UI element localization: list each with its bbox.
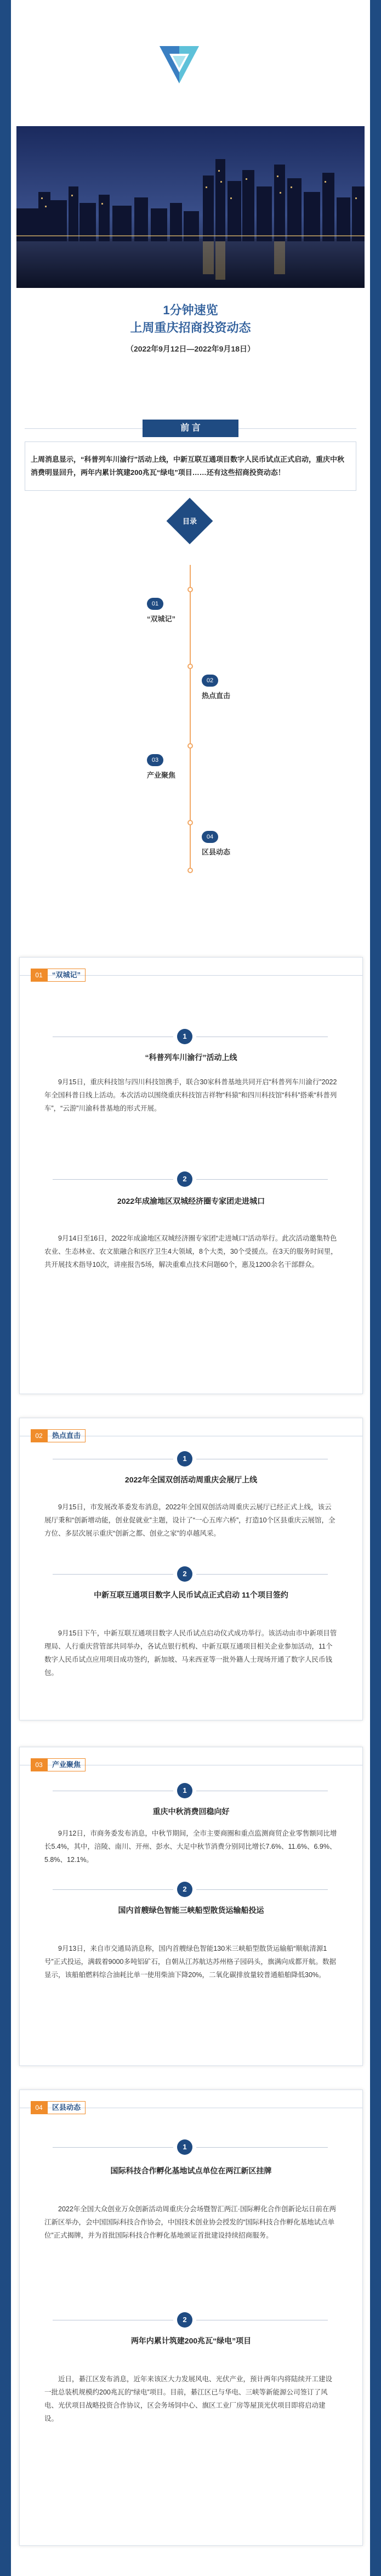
toc-label: 目录: [182, 517, 197, 525]
item-body: 9月13日，来自市交通局消息称，国内首艘绿色智能130米三峡船型散货运输船“顺航清源1号”正式投运，满载着9000多吨铝矿石，自朝从江苏航达苏州格子园码头，旗满向成都开航。数据显示，该船舶燃料综合油耗比单一使用柴油下降20%，二氧化碳排放量较普通船舶降低30%。: [44, 1945, 336, 1979]
section-card: [19, 1418, 363, 1720]
section-tag-label: “双城记”: [47, 969, 86, 982]
item-title: 2022年成渝地区双城经济圈专家团走进城口: [117, 1197, 265, 1205]
item-divider: [53, 1889, 173, 1890]
item-divider: [196, 1574, 328, 1575]
item-body: 9月12日，市商务委发布消息，中秋节期间，全市主要商圈和重点监测商贸企业零售额同比增长5.4%，其中，涪陵、南川、开州、彭水、大足中秋节消费分别同比增长7.6%、11.6%、6.9%、5.8%、12.1%。: [44, 1830, 337, 1864]
item-body: 2022年全国大众创业万众创新活动周重庆分会场暨智汇两江·国际孵化合作创新论坛日前在两江新区举办，会中国国际科技合作协会，中国技术创业协会授发的“国际科技合作孵化基地试点单位”正式揭牌，并为首批国际科技合作孵化基地颁证首批建设持续招商服务。: [44, 2205, 336, 2239]
city-skyline-illustration: [16, 126, 365, 288]
section-card: [19, 1747, 363, 2066]
item-title: “科普列车川渝行”活动上线: [145, 1053, 237, 1062]
item-body: 近日，綦江区发布消息，近年来该区大力发展风电、光伏产业，预计两年内将陆续开工建设一批总装机规模约200兆瓦的“绿电”项目。目前，綦江区已与华电、三峡等新能源公司签订了风电、光伏项目战略投资合作协议，区会务场饲中心、旗区工业厂房等屋顶光伏项目即将启动建设。: [44, 2375, 333, 2422]
section-card: [19, 957, 363, 1394]
item-body: 9月15日下午，中新互联互通项目数字人民币试点启动仪式成功举行。该活动由市中新项目管理局、人行重庆营管部共同举办，各试点银行机构、中新互联互通项目相关企业参加活动，11个数字人民币试点应用项目成功签约，新加坡、马来西亚等一批外籍人士现场开通了数字人民币钱包。: [44, 1629, 337, 1677]
item-number: 2: [177, 1171, 192, 1187]
item-body: 9月15日，重庆科技馆与四川科技馆携手，联合30家科普基地共同开启“科普列车川渝行”2022年全国科普日线上活动。本次活动以围绕重庆科技馆吉祥物“科猿”和四川科技馆“科科”搭乘“科普列车”，“云游”川渝科普基地的形式开展。: [44, 1078, 337, 1112]
toc-item-label[interactable]: 产业聚焦: [147, 771, 176, 779]
item-divider: [196, 1889, 328, 1890]
section-tag: [31, 2101, 86, 2114]
toc-item-label[interactable]: 区县动态: [202, 848, 231, 856]
item-divider: [53, 1179, 173, 1180]
hero-city-image: [16, 126, 365, 288]
item-title: 国内首艘绿色智能三峡船型散货运输船投运: [118, 1906, 264, 1915]
item-number: 2: [177, 1882, 192, 1897]
toc-item-label[interactable]: 热点直击: [202, 692, 231, 700]
item-title: 两年内累计筑建200兆瓦“绿电”项目: [130, 2336, 252, 2345]
section-card: [19, 2090, 363, 2546]
section-tag-label: 产业聚焦: [47, 1758, 86, 1771]
item-number: 1: [177, 1029, 192, 1044]
toc-item-num[interactable]: 03: [147, 754, 163, 766]
item-title: 2022年全国双创活动周重庆会展厅上线: [124, 1475, 258, 1484]
item-divider: [53, 2147, 173, 2148]
item-body: 9月15日，市发展改革委发布消息，2022年全国双创活动周重庆云展厅已经正式上线，该云展厅秉和“创新增动能，创业促就业”主题，设计了“一心五库六桥”，打造10个区县重庆云展馆，全方位、多层次展示重庆“创新之都、创业之家”的卓越风采。: [44, 1503, 335, 1537]
date-range: （2022年9月12日—2022年9月18日）: [126, 344, 255, 353]
toc-item-num[interactable]: 02: [202, 675, 218, 687]
toc-dot: [187, 664, 193, 669]
item-divider: [196, 1179, 328, 1180]
section-tag-num: 02: [31, 1429, 47, 1442]
section-tag-num: 01: [31, 969, 47, 982]
logo-icon: [157, 43, 201, 86]
item-number: 1: [177, 1451, 192, 1467]
item-title: 中新互联互通项目数字人民币试点正式启动 11个项目签约: [94, 1590, 288, 1599]
item-number: 2: [177, 1566, 192, 1582]
section-tag-num: 03: [31, 1758, 47, 1771]
preface-text: 上周消息显示，“科普列车川渝行”活动上线，中新互联互通项目数字人民币试点正式启动，重庆中秋消费明显回升，两年内累计筑建200兆瓦“绿电”项目……还有这些招商投资动态！: [25, 441, 356, 491]
item-number: 1: [177, 2139, 192, 2155]
toc-dot: [187, 587, 193, 592]
section-tag: [31, 1429, 86, 1442]
item-number: 2: [177, 2312, 192, 2328]
item-title: 重庆中秋消费回稳向好: [152, 1807, 230, 1816]
toc-dot: [187, 743, 193, 749]
toc-dot: [187, 820, 193, 825]
header-title-block: [0, 302, 381, 354]
table-of-contents: [0, 505, 381, 927]
page-title-line1: 1分钟速览: [163, 303, 218, 317]
page-title-line2: 上周重庆招商投资动态: [130, 321, 251, 335]
section-tag-label: 区县动态: [47, 2101, 86, 2114]
item-number: 1: [177, 1783, 192, 1798]
toc-timeline: [190, 565, 191, 872]
item-title: 国际科技合作孵化基地试点单位在两江新区挂牌: [110, 2166, 272, 2175]
section-tag: [31, 969, 86, 982]
toc-item-num[interactable]: 04: [202, 831, 218, 843]
preface-heading: 前 言: [143, 420, 238, 437]
section-tag-label: 热点直击: [47, 1429, 86, 1442]
item-body: 9月14日至16日，2022年成渝地区双城经济圈专家团“走进城口”活动举行。此次活动邀集特色农业、生态林业、农文旅融合和医疗卫生4大领域，8个大类，30个受援点。在3天的服务时间里，共开展技术指导10次，讲座报告5场，解决重难点技术问题60个，惠及1200余名干部群众。: [44, 1235, 338, 1269]
section-tag: [31, 1758, 86, 1771]
item-divider: [53, 1574, 173, 1575]
toc-item-num[interactable]: 01: [147, 598, 163, 610]
toc-item-label[interactable]: “双城记”: [147, 615, 176, 623]
section-tag-num: 04: [31, 2101, 47, 2114]
toc-dot: [187, 868, 193, 873]
item-divider: [196, 2147, 328, 2148]
